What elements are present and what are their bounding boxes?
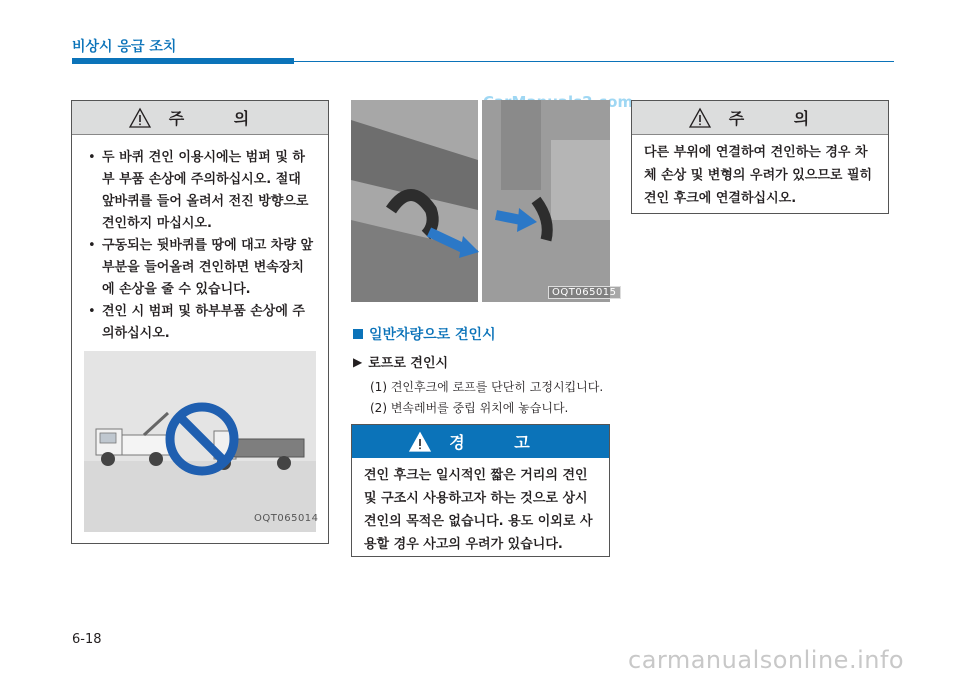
caution-text: 다른 부위에 연결하여 견인하는 경우 차체 손상 및 변형의 우려가 있으므로 필히 견인 후크에 연결하십시오. xyxy=(644,145,873,206)
warning-box xyxy=(351,424,610,557)
caution-item: • 구동되는 뒷바퀴를 땅에 대고 차량 앞부분을 들어올려 견인하면 변속장치에 손상을 줄 수 있습니다. xyxy=(88,235,314,301)
warning-triangle-icon xyxy=(409,432,431,452)
caution-box-left xyxy=(71,100,329,544)
header-rule-thin xyxy=(294,61,894,62)
warning-triangle-icon xyxy=(129,108,151,128)
caution-header xyxy=(632,101,888,135)
caution-title: 주 의 xyxy=(728,109,832,128)
caution-box-right xyxy=(631,100,889,214)
image-code: OQT065014 xyxy=(254,513,319,524)
caution-item: • 견인 시 범퍼 및 하부부품 손상에 주의하십시오. xyxy=(88,301,314,345)
rope-towing-heading xyxy=(353,352,448,371)
step-item: (2) 변속레버를 중립 위치에 놓습니다. xyxy=(370,401,569,415)
play-arrow-icon: ▶ xyxy=(353,354,363,369)
warning-title: 경 고 xyxy=(449,433,552,452)
tow-truck-illustration xyxy=(84,351,319,532)
warning-triangle-icon xyxy=(689,108,711,128)
header-rule-thick xyxy=(72,58,294,64)
caution-header xyxy=(72,101,328,135)
warning-header xyxy=(352,425,609,458)
general-towing-heading xyxy=(353,324,496,344)
tow-hook-graphic xyxy=(351,100,610,302)
square-bullet-icon xyxy=(353,329,363,339)
page-number: 6-18 xyxy=(72,632,102,647)
step-item: (1) 견인후크에 로프를 단단히 고정시킵니다. xyxy=(370,380,604,394)
tow-truck-graphic xyxy=(84,351,316,532)
general-towing-heading-text: 일반차량으로 견인시 xyxy=(369,327,496,343)
section-title: 비상시 응급 조치 xyxy=(72,39,177,55)
tow-hook-photo xyxy=(351,100,617,302)
caution-item: • 두 바퀴 견인 이용시에는 범퍼 및 하부 부품 손상에 주의하십시오. 절대 앞바퀴를 들어 올려서 전진 방향으로 견인하지 마십시오. xyxy=(88,147,314,235)
caution-list xyxy=(72,135,328,345)
rope-towing-heading-text: 로프로 견인시 xyxy=(368,356,449,371)
image-code: OQT065015 xyxy=(548,286,621,299)
warning-text: 견인 후크는 일시적인 짧은 거리의 견인 및 구조시 사용하고자 하는 것으로 상시 견인의 목적은 없습니다. 용도 이외로 사용할 경우 사고의 우려가 있습니다. xyxy=(364,468,593,552)
caution-title: 주 의 xyxy=(168,109,272,128)
footer-watermark: carmanualsonline.info xyxy=(628,646,905,674)
